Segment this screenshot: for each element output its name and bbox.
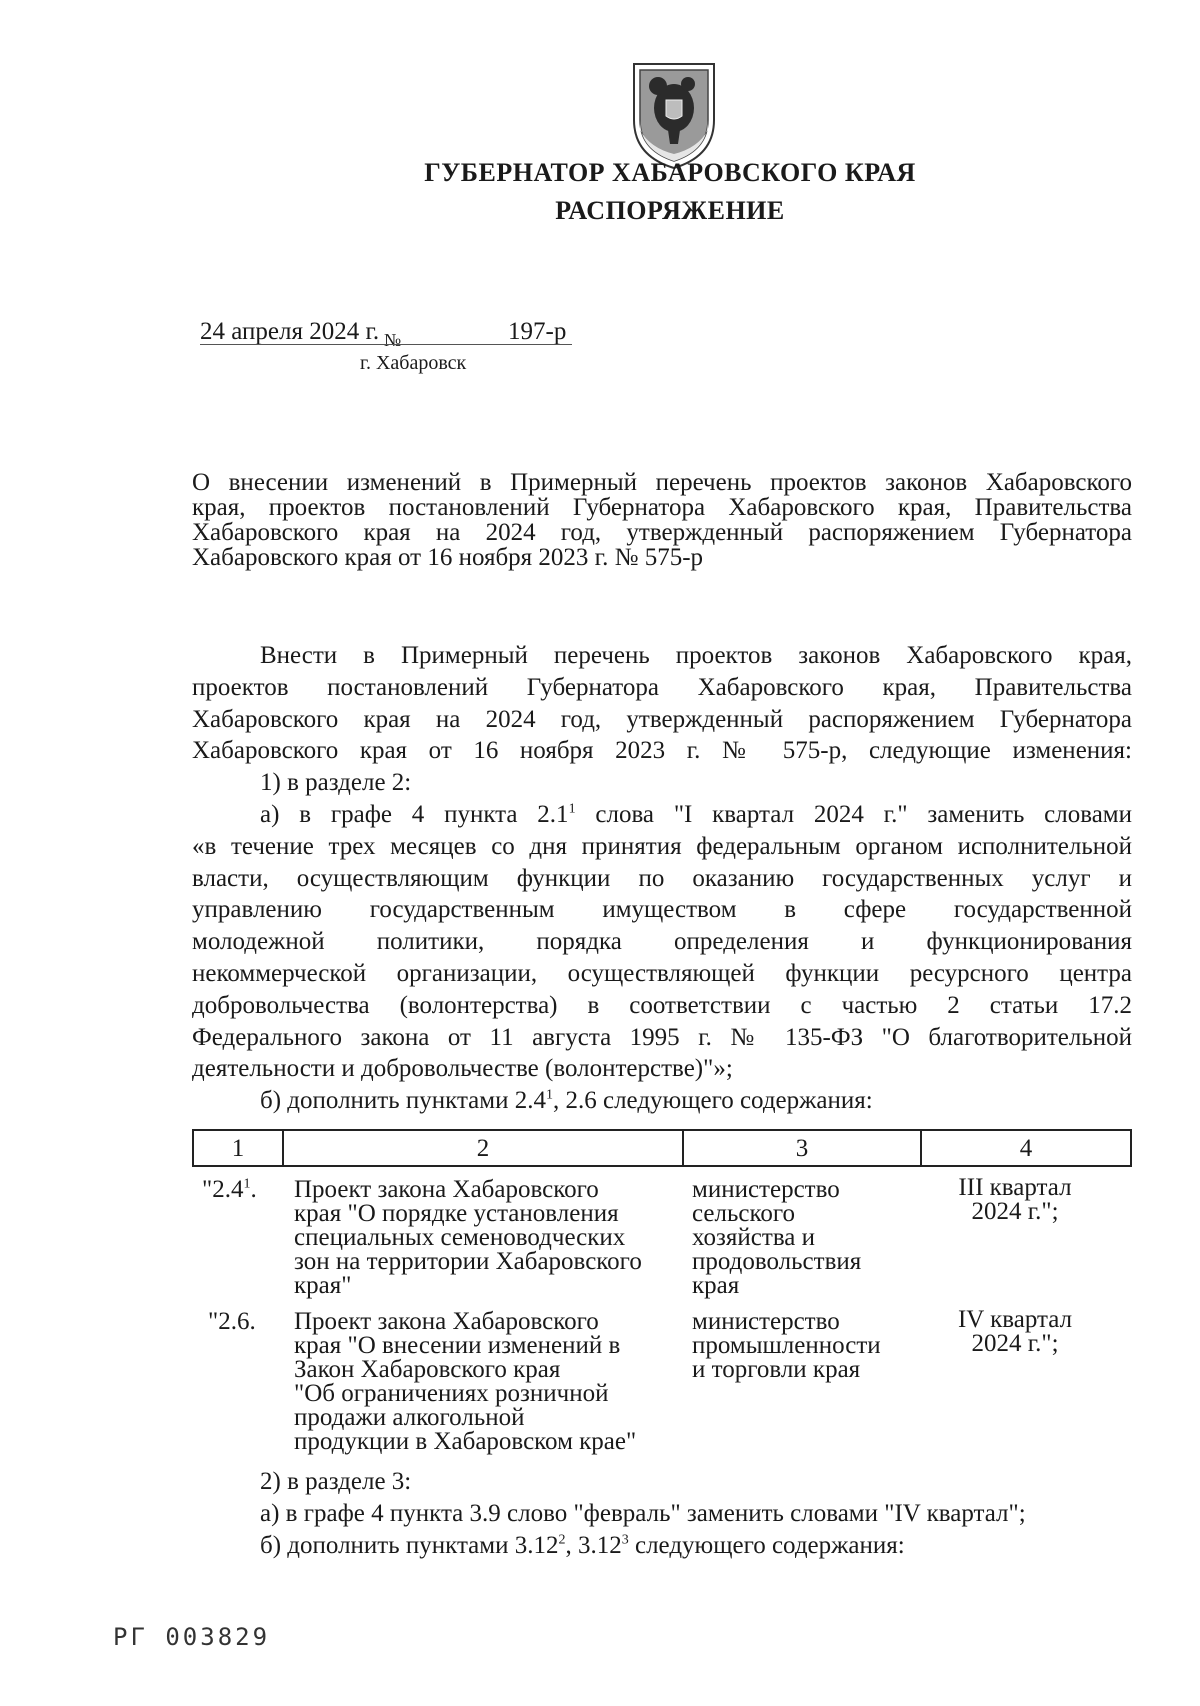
table-header-cell: 2 [284,1131,684,1165]
body-line: управлению государственным имуществом в сфере государственной [192,896,1132,924]
body-line: добровольчества (волонтерства) в соответствии с частью 2 статьи 17.2 [192,991,1132,1019]
body-line: Федерального закона от 11 августа 1995 г. № 135-ФЗ "О благотворительной [192,1023,1132,1051]
table-row-name: Проект закона Хабаровского края "О внесении изменений в Закон Хабаровского края "Об ограничениях розничной продажи алкогольной продукции в Хабаровском крае" [294,1308,637,1455]
body-item: 2) в разделе 3: [260,1468,412,1495]
body-line: Хабаровского края от 16 ноября 2023 г. № 575-р, следующие изменения: [192,737,1132,765]
table-header [192,1129,1132,1167]
document-place: г. Хабаровск [360,352,467,374]
body-line: проектов постановлений Губернатора Хабаровского края, Правительства [192,673,1132,701]
subject-line: Хабаровского края на 2024 год, утвержденный распоряжением Губернатора [192,519,1132,546]
table-header-cell: 1 [194,1131,284,1165]
document-type-title: РАСПОРЯЖЕНИЕ [555,196,785,225]
table-row-name: Проект закона Хабаровского края "О порядке установления специальных семеноводческих зон на территории Хабаровского края" [294,1176,642,1299]
document-number: 197-р [508,318,567,345]
body-line: некоммерческой организации, осуществляющей функции ресурсного центра [192,959,1132,987]
authority-title: ГУБЕРНАТОР ХАБАРОВСКОГО КРАЯ [424,158,916,187]
body-line: молодежной политики, порядка определения и функционирования [192,928,1132,956]
document-subject [192,470,1132,570]
date-underline [200,344,572,345]
body-line: Внести в Примерный перечень проектов законов Хабаровского края, [260,642,1132,669]
coat-of-arms-icon [628,60,720,172]
body-item: б) дополнить пунктами 3.12$^2$, 3.12$^3$ следующего содержания: [260,1531,905,1559]
subject-line: края, проектов постановлений Губернатора Хабаровского края, Правительства [192,494,1132,521]
body-item: а) в графе 4 пункта $2.1^1$ слова "I квартал 2024 г." заменить словами [260,800,1132,828]
number-sign: № [384,330,402,350]
body-line: власти, осуществляющим функции по оказанию государственных услуг и [192,864,1132,892]
body-line: деятельности и добровольчестве (волонтерстве)"»; [192,1055,733,1083]
body-item: 1) в разделе 2: [260,769,412,797]
body-item: а) в графе 4 пункта 3.9 слово "февраль" заменить словами "IV квартал"; [260,1499,1026,1527]
table-row-term: IV квартал 2024 г."; [957,1306,1073,1357]
subject-line: О внесении изменений в Примерный перечень проектов законов Хабаровского [192,469,1132,496]
body-line: «в течение трех месяцев со дня принятия федеральным органом исполнительной [192,832,1132,860]
table-header-cell: 3 [684,1131,922,1165]
serial-number: РГ 003829 [113,1623,271,1651]
table-row-executor: министерство промышленности и торговли края [692,1308,881,1383]
table-header-cell: 4 [1019,1135,1033,1162]
document-body [192,640,1132,1117]
subject-line: Хабаровского края от 16 ноября 2023 г. № 575-р [192,544,704,571]
table-row-num: "2.6. [208,1308,256,1335]
body-item: б) дополнить пунктами $2.4^1$, 2.6 следующего содержания: [260,1087,873,1115]
body-line: Хабаровского края на 2024 год, утвержденный распоряжением Губернатора [192,705,1132,733]
document-body-continued [192,1466,1132,1561]
table-row-num: "$2.4^1$. [202,1176,257,1203]
table-row-term: III квартал 2024 г."; [958,1174,1072,1225]
document-date: 24 апреля 2024 г. [200,318,380,345]
table-row-executor: министерство сельского хозяйства и продовольствия края [692,1176,862,1299]
